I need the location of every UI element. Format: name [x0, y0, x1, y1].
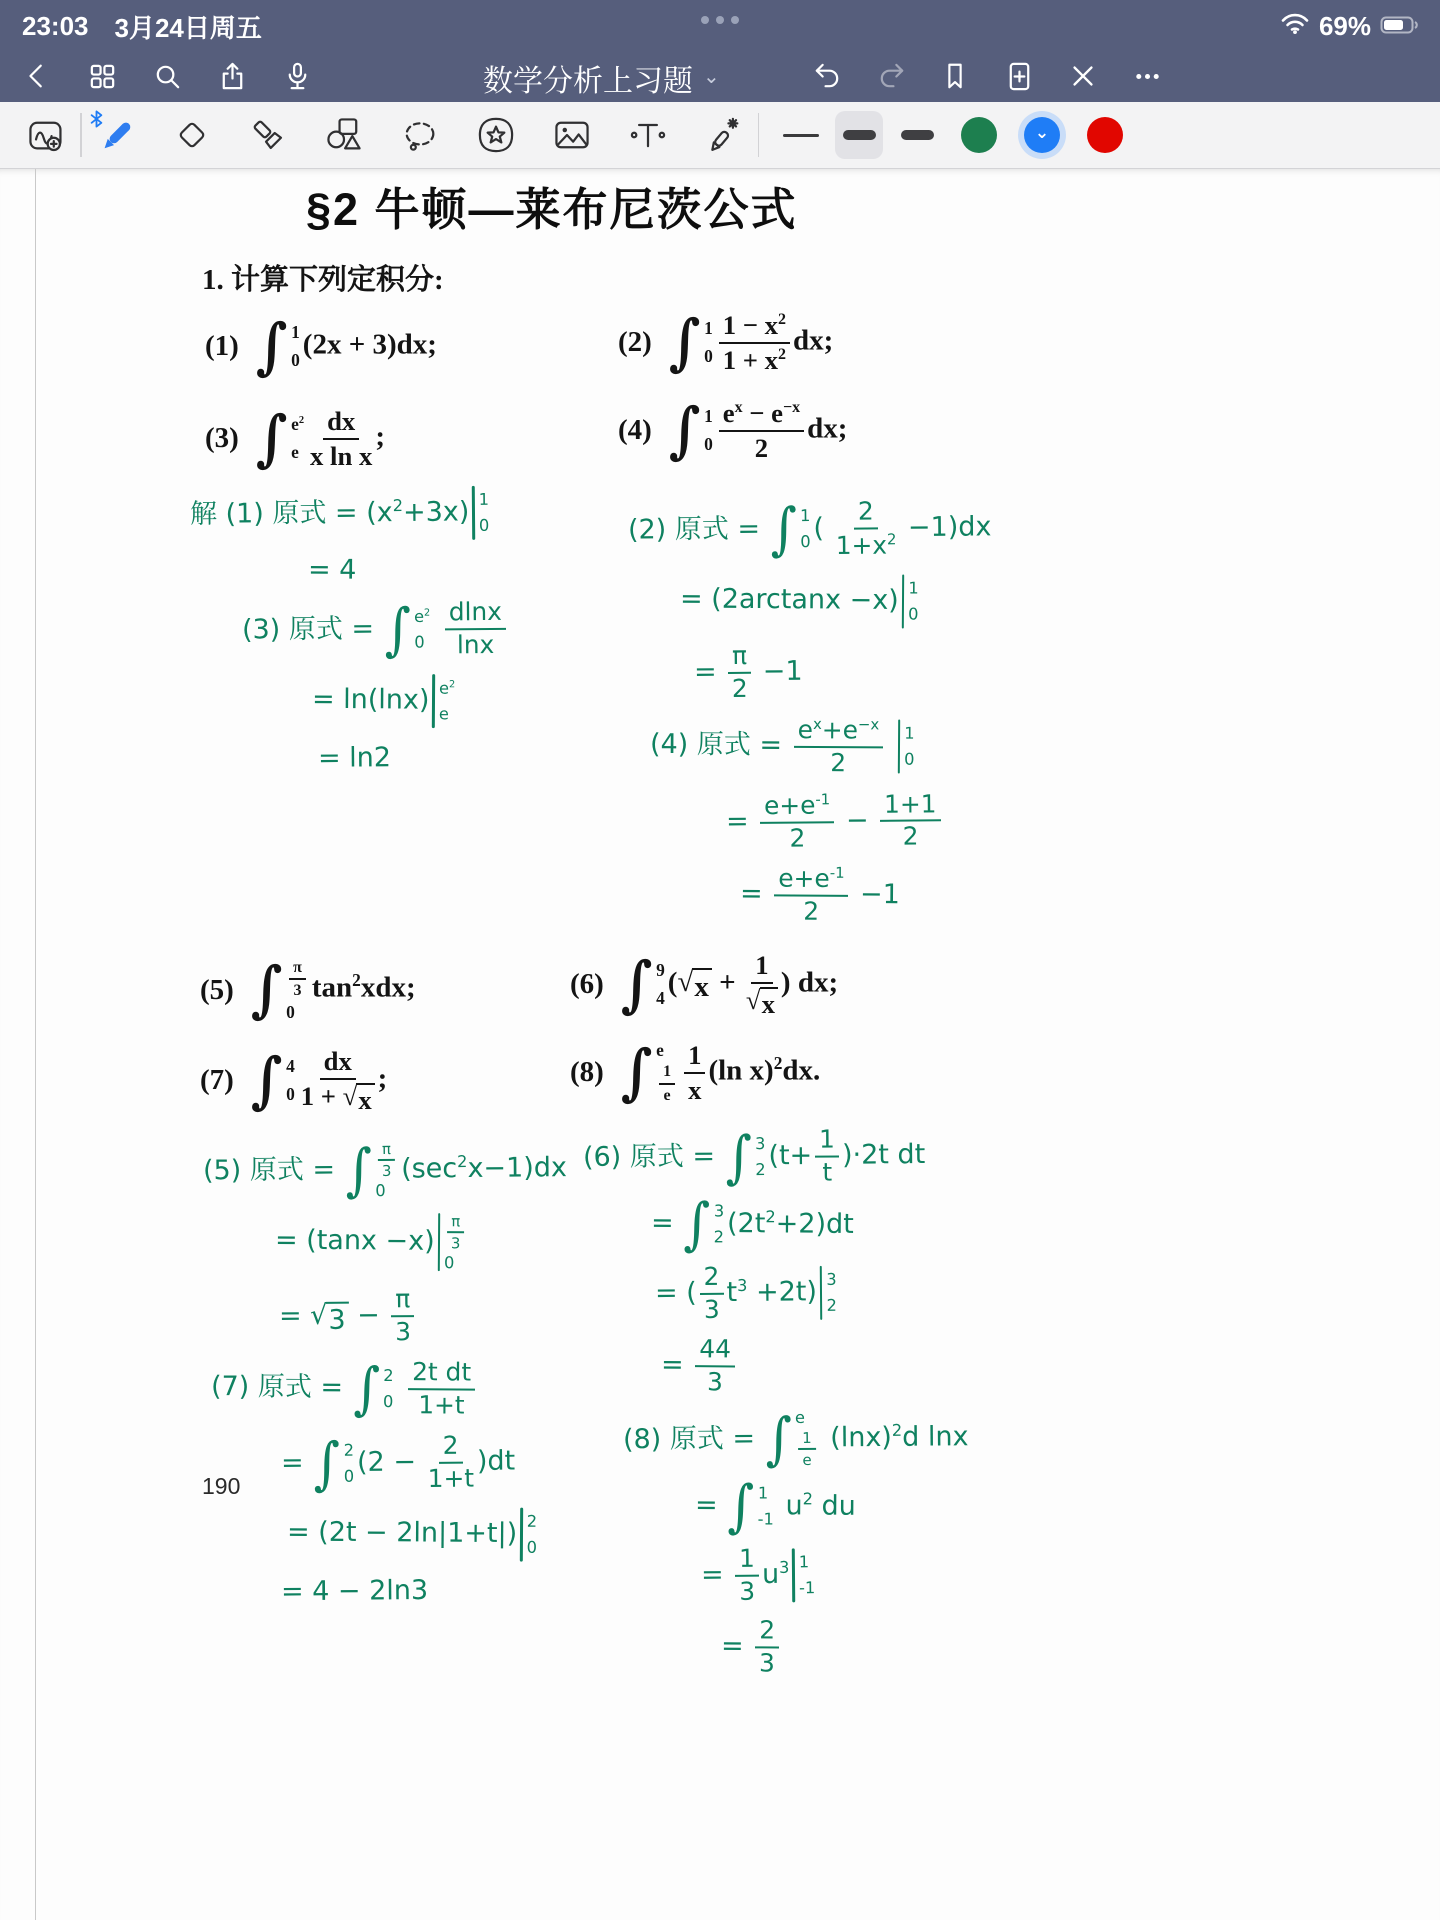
handwritten-line: (7) 原式 = ∫ 2 0 $\frac{\text{2t dt}}{1+t}$ [211, 1358, 567, 1420]
thumbnails-icon[interactable] [85, 59, 119, 93]
handwritten-line: (8) 原式 = ∫ e $\frac{1}{e}$ $(\ln x)^2d$ lnx [622, 1406, 969, 1473]
handwritten-line: (6) 原式 = ∫ 3 2 (t+ $\frac{1}{t}$ )·2t dt [582, 1123, 926, 1191]
color-red[interactable] [1087, 117, 1123, 153]
shapes-icon[interactable] [322, 113, 366, 157]
status-date: 3月24日周五 [114, 12, 262, 43]
search-icon[interactable] [150, 59, 184, 93]
problem-math: ∫ 1 0 (2x + 3)dx; [255, 311, 437, 382]
handwritten-line: (2) 原式 = ∫ 1 0 ( $\frac{2}{1+x^2}$ −1)dx [627, 496, 992, 563]
thickness-medium-selected[interactable] [835, 111, 883, 159]
handwritten-line: = (tanx −x) $\frac{\pi}{3}$ 0 [275, 1212, 567, 1272]
handwritten-line: = ln2 [317, 741, 392, 774]
lasso-icon[interactable] [398, 113, 442, 157]
sticker-icon[interactable] [474, 113, 518, 157]
handwritten-line: = ( $\frac{2}{3}$ $t^3 +2t$) 3 2 [654, 1261, 837, 1324]
solution-block-2-right [582, 1123, 969, 1692]
problem-label: (1) [205, 330, 239, 363]
toolbar-divider [758, 113, 760, 157]
problem-item [205, 402, 385, 474]
handwritten-line: = $\frac{44}{3}$ [661, 1335, 969, 1397]
thickness-thick[interactable] [893, 111, 941, 159]
status-bar [0, 0, 1440, 46]
handwritten-line: = ln(lnx) $e^2$ e [312, 673, 509, 728]
toolbar-divider [80, 113, 82, 157]
redo-icon[interactable] [874, 59, 908, 93]
handwritten-line: = √ 3 − $\frac{\pi}{3}$ [279, 1285, 567, 1347]
handwritten-line: = ∫ 1 -1 $u^2$ du [694, 1472, 856, 1540]
note-canvas[interactable] [0, 169, 1440, 1920]
problem-label: (2) [618, 326, 652, 359]
add-page-icon[interactable] [1002, 59, 1036, 93]
problem-item [205, 311, 437, 382]
handwritten-line: = $\frac{e+e^{-1}}{2}$ −1 [739, 864, 900, 927]
solution-block-2-left [202, 1137, 568, 1620]
problem-math: ∫ 9 4 ( √ x + 1 √ x ) dx; [620, 948, 839, 1020]
problem-label: (6) [570, 968, 604, 1001]
color-blue-selected[interactable] [1024, 117, 1060, 153]
battery-icon [1380, 11, 1420, 42]
problem-label: (7) [200, 1064, 234, 1097]
pen-tool-icon[interactable] [94, 113, 138, 157]
handwritten-line: = 4 [307, 554, 357, 586]
problem-item [570, 948, 839, 1020]
problem-math: ∫ 1 0 $\frac{1 - x^2}{1 + x^2}$ dx; [668, 306, 834, 378]
problem-item [570, 1036, 821, 1108]
multitasking-indicator [701, 16, 739, 24]
handwritten-line: = ∫ 3 2 $(2t^2+2)dt$ [650, 1190, 854, 1257]
handwritten-line: = ∫ 2 0 (2 − $\frac{2}{1+t}$ )dt [280, 1430, 516, 1497]
pen-toolbar [0, 102, 1440, 169]
wifi-icon [1280, 11, 1310, 42]
problem-item [618, 306, 834, 378]
problem-math: ∫ $\frac{\pi}{3}$ 0 $\tan^2xdx$; [250, 954, 416, 1026]
share-icon[interactable] [215, 59, 249, 93]
microphone-icon[interactable] [280, 59, 314, 93]
problem-label: (3) [205, 422, 239, 455]
image-icon[interactable] [550, 113, 594, 157]
back-icon[interactable] [20, 59, 54, 93]
problem-label: (8) [570, 1056, 604, 1089]
problem-math: ∫ e $\frac{1}{e}$ $\frac{1}{x}$ (ln x)$^2$dx. [620, 1036, 821, 1108]
handwritten-line: = 4 − 2ln3 [280, 1574, 429, 1607]
handwritten-line: (3) 原式 = ∫ $e^2$ 0 $\frac{dlnx}{\ln x}$ [242, 599, 510, 661]
handwritten-line: = $\frac{1}{3}$ $u^3$ 1 -1 [700, 1543, 816, 1606]
eraser-icon[interactable] [170, 113, 214, 157]
problem-math: ∫ 1 0 $\frac{e^x - e^{-x}}{2}$ dx; [668, 394, 848, 466]
undo-icon[interactable] [810, 59, 844, 93]
chevron-down-icon: ⌄ [1034, 123, 1050, 142]
status-time: 23:03 [22, 10, 89, 41]
highlighter-icon[interactable] [246, 113, 290, 157]
header [0, 0, 1440, 102]
solution-block-1-right [627, 496, 992, 940]
problem-math: ∫ $e^2$ e $\frac{dx}{\text{x ln x}}$ ; [255, 402, 385, 474]
bluetooth-icon [90, 110, 103, 133]
page-number: 190 [202, 1473, 241, 1499]
problem-label: (5) [200, 973, 234, 1006]
problem-heading: 1. 计算下列定积分: [202, 264, 444, 296]
solution-block-1-left [190, 487, 509, 787]
text-tool-icon[interactable] [626, 113, 670, 157]
nav-bar [0, 46, 1440, 106]
battery-percent: 69% [1318, 10, 1371, 41]
handwritten-line: (5) 原式 = ∫ $\frac{\pi}{3}$ 0 $(\sec^2x-1)dx$ [202, 1137, 568, 1204]
handwritten-line: (4) 原式 = $\frac{e^x+e^{-x}}{2}$ 1 0 [649, 714, 915, 777]
more-icon[interactable] [1130, 59, 1164, 93]
problem-item [200, 1044, 388, 1116]
handwritten-line: = (2t − 2ln|1+t|) 2 0 [287, 1506, 567, 1562]
handwritten-line: = $\frac{\pi}{2}$ −1 [693, 640, 803, 703]
handwritten-line: = $\frac{e+e^{-1}}{2}$ − $\frac{1+1}{2}$ [726, 789, 992, 852]
handwritten-line: 解 (1) 原式 = $(x^2+3x)$ 1 0 [190, 486, 509, 543]
chevron-down-icon: ⌄ [703, 65, 720, 88]
problem-label: (4) [618, 414, 652, 447]
handwritten-line: = (2arctanx −x) 1 0 [680, 573, 992, 629]
problem-math: ∫ 4 0 dx 1 + √ x ; [250, 1044, 388, 1116]
handwritten-line: = $\frac{2}{3}$ [721, 1618, 969, 1679]
exit-pen-mode-icon[interactable] [1066, 59, 1100, 93]
page-edge-line [35, 169, 36, 1920]
problem-item [200, 954, 416, 1026]
color-green[interactable] [961, 117, 997, 153]
bookmark-icon[interactable] [938, 59, 972, 93]
document-title[interactable]: 数学分析上习题 ⌄ [483, 65, 720, 98]
laser-pointer-icon[interactable] [702, 113, 746, 157]
section-title: §2 牛顿—莱布尼茨公式 [306, 184, 798, 235]
thickness-thin[interactable] [777, 111, 825, 159]
zoom-window-icon[interactable] [24, 113, 68, 157]
problem-item [618, 394, 848, 466]
